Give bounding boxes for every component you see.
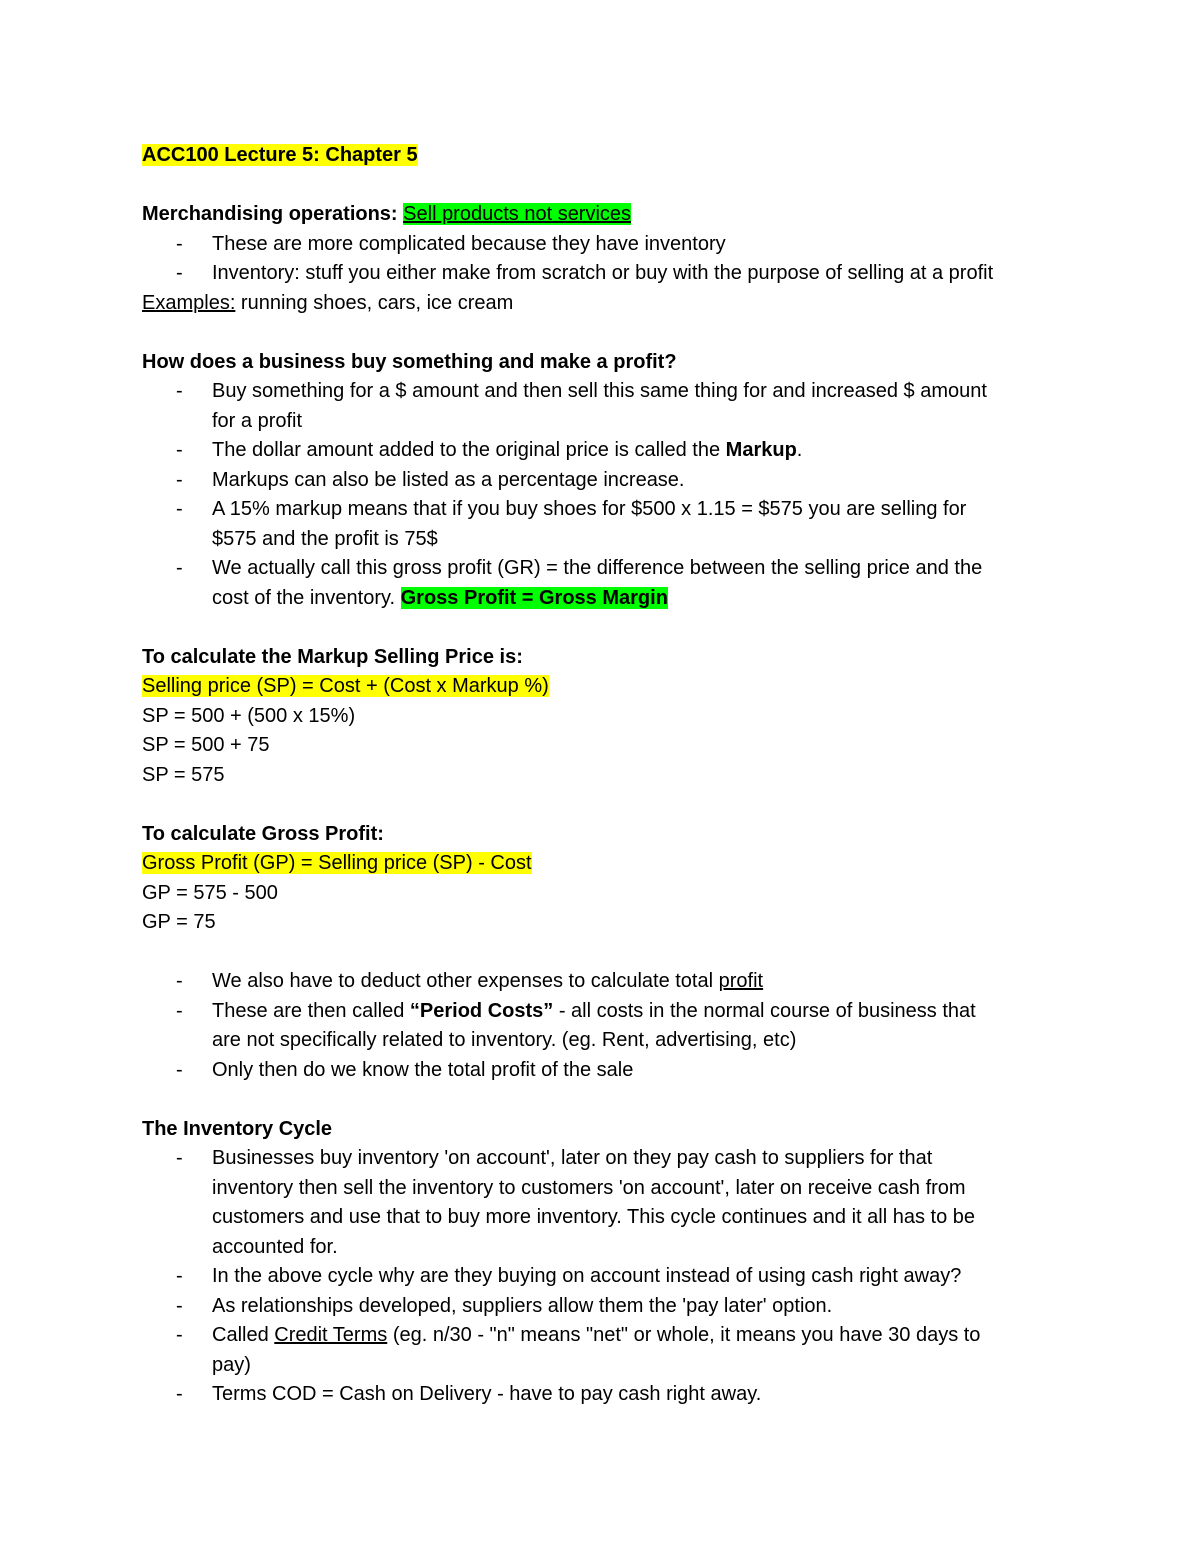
- profit-b2-text: The dollar amount added to the original price is called the: [212, 439, 726, 461]
- cycle-bullet-1-cont-2: customers and use that to buy more inventory. This cycle continues and it all has to be: [212, 1206, 975, 1228]
- gross-formula-line: [142, 849, 1062, 879]
- profit-bullet-4-cont: $575 and the profit is 75$: [212, 527, 438, 550]
- cycle-bullet-4: [142, 1321, 1062, 1351]
- expenses-bullet-3: - Only then do we know the total profit of the sale: [142, 1056, 1062, 1086]
- gross-heading: To calculate Gross Profit:: [142, 822, 384, 845]
- merch-bullet-2: - Inventory: stuff you either make from scratch or buy with the purpose of selling at a profit: [142, 259, 1062, 289]
- merch-heading-line: [142, 200, 1062, 230]
- gross-heading-line: [142, 820, 1062, 850]
- cycle-bullet-3: - As relationships developed, suppliers allow them the 'pay later' option.: [142, 1292, 1062, 1322]
- profit-bullet-1-cont: for a profit: [212, 409, 303, 432]
- markup-formula: Selling price (SP) = Cost + (Cost x Markup %): [142, 675, 549, 697]
- expenses-b1-text: We also have to deduct other expenses to calculate total: [212, 970, 719, 992]
- gross-calc-1: GP = 575 - 500: [142, 881, 278, 904]
- markup-calc-1: SP = 500 + (500 x 15%): [142, 704, 356, 727]
- credit-terms-underlined: Credit Terms: [274, 1324, 388, 1346]
- markup-calc-3: SP = 575: [142, 763, 225, 786]
- profit-bullet-1: - Buy something for a $ amount and then sell this same thing for and increased $ amount: [142, 377, 1062, 407]
- gross-calc-2: GP = 75: [142, 911, 216, 933]
- markup-heading-line: [142, 643, 1062, 673]
- cycle-bullet-4-cont: pay): [212, 1353, 251, 1376]
- profit-bullet-3: - Markups can also be listed as a percentage increase.: [142, 466, 1062, 496]
- examples-label: Examples:: [142, 291, 236, 314]
- markup-term: Markup: [725, 439, 797, 461]
- cycle-b4-text: Called: [212, 1324, 275, 1346]
- cycle-heading-line: [142, 1115, 1062, 1145]
- gross-formula: Gross Profit (GP) = Selling price (SP) - Cost: [142, 852, 532, 874]
- expenses-b2-text: These are then called: [212, 999, 410, 1022]
- document-page: [142, 141, 1062, 1410]
- cycle-bullet-1-cont-1: inventory then sell the inventory to customers 'on account', later on receive cash from: [212, 1176, 966, 1199]
- profit-bullet-5-cont: [142, 584, 1062, 614]
- profit-heading: How does a business buy something and make a profit?: [142, 350, 677, 373]
- cycle-bullet-5: - Terms COD = Cash on Delivery - have to pay cash right away.: [142, 1380, 1062, 1410]
- expenses-bullet-1: [142, 967, 1062, 997]
- profit-heading-line: [142, 348, 1062, 378]
- profit-bullet-4: - A 15% markup means that if you buy shoes for $500 x 1.15 = $575 you are selling for: [142, 495, 1062, 525]
- markup-calc-2: SP = 500 + 75: [142, 734, 270, 756]
- profit-bullet-2: [142, 436, 1062, 466]
- cycle-bullet-2: - In the above cycle why are they buying on account instead of using cash right away?: [142, 1262, 1062, 1292]
- profit-underlined: profit: [718, 970, 764, 992]
- profit-bullet-5: - We actually call this gross profit (GR) = the difference between the selling price and the: [142, 554, 1062, 584]
- period-costs-term: “Period Costs”: [409, 999, 554, 1022]
- markup-formula-line: [142, 672, 1062, 702]
- cycle-b4-post: (eg. n/30 - "n" means "net" or whole, it means you have 30 days to: [387, 1324, 981, 1346]
- merch-bullet-1: - These are more complicated because they have inventory: [142, 230, 1062, 260]
- examples-text: running shoes, cars, ice cream: [235, 291, 514, 314]
- cycle-bullet-1: - Businesses buy inventory 'on account', later on they pay cash to suppliers for that: [142, 1144, 1062, 1174]
- profit-b2-post: .: [796, 439, 803, 461]
- document-title: ACC100 Lecture 5: Chapter 5: [142, 144, 418, 166]
- cycle-heading: The Inventory Cycle: [142, 1117, 333, 1140]
- expenses-bullet-2: [142, 997, 1062, 1027]
- cycle-bullet-1-cont-3: accounted for.: [212, 1235, 338, 1258]
- markup-heading: To calculate the Markup Selling Price is:: [142, 645, 523, 668]
- expenses-b2-post: - all costs in the normal course of business that: [553, 999, 976, 1022]
- merch-highlight: Sell products not services: [403, 203, 632, 225]
- merch-heading: Merchandising operations:: [142, 203, 398, 225]
- profit-b5-text: cost of the inventory.: [212, 586, 401, 609]
- expenses-bullet-2-cont: are not specifically related to inventory. (eg. Rent, advertising, etc): [212, 1029, 797, 1051]
- examples-line: [142, 289, 1062, 319]
- document-title-line: [142, 141, 1062, 171]
- gross-margin-highlight: Gross Profit = Gross Margin: [400, 586, 668, 609]
